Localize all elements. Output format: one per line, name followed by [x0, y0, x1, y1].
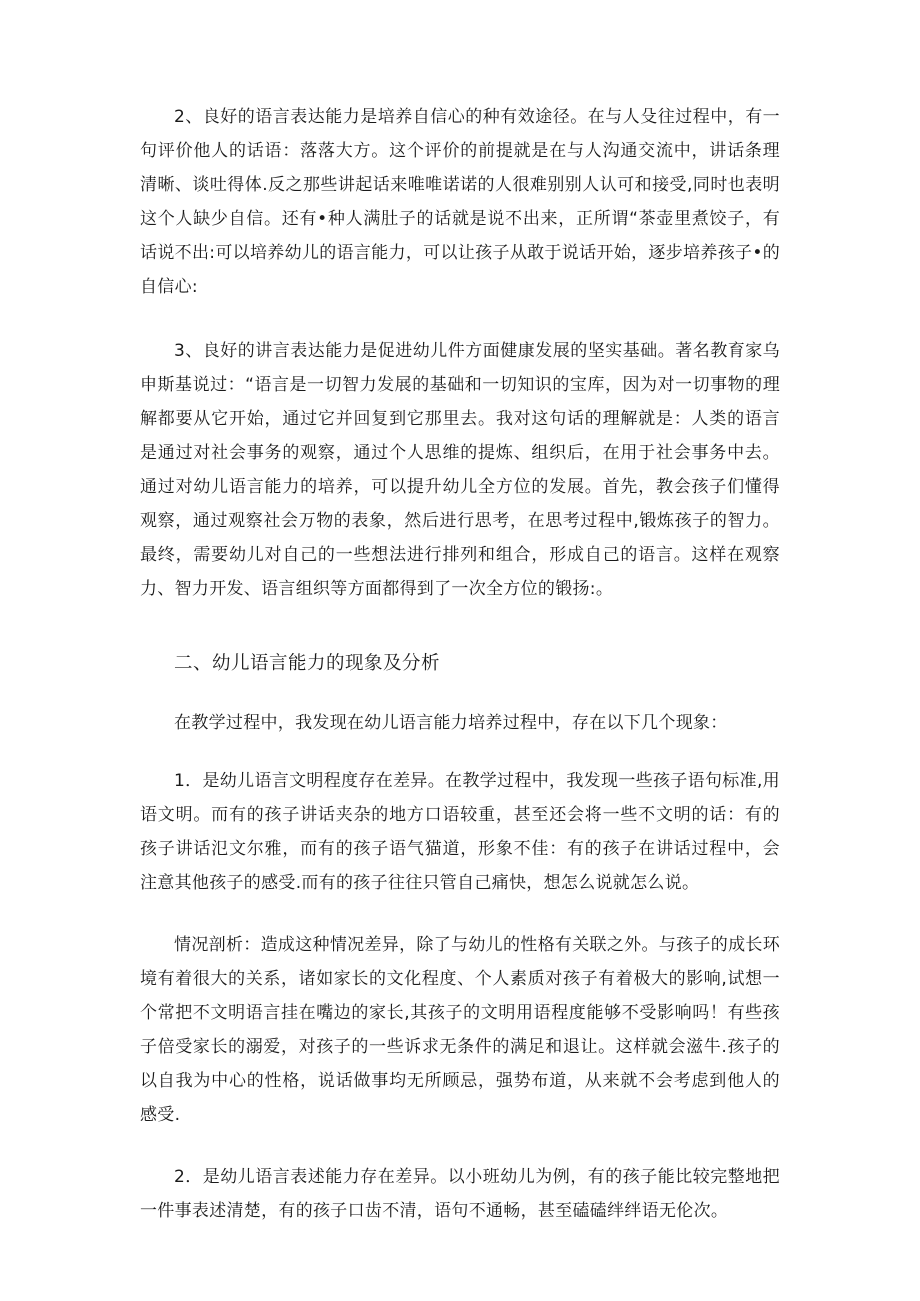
- paragraph-expression-difference: 2．是幼儿语言表述能力存在差异。以小班幼儿为例，有的孩子能比较完整地把一件事表述清楚，有的孩子口齿不清，语句不通畅，甚至磕磕绊绊语无伦次。: [140, 1167, 780, 1221]
- section-heading: 二、幼儿语言能力的现象及分析: [174, 653, 441, 674]
- paragraph-self-confidence: 2、良好的语言表达能力是培养自信心的种有效途径。在与人殳往过程中，有一句评价他人的话语：落落大方。这个评价的前提就是在与人沟通交流中，讲话条理清晰、谈吐得体.反之那些讲起话来唯唯诺诺的人很难别别人认可和接受,同时也表明这个人缺少自信。还有•种人满肚子的话就是说不出来，正所谓“茶壶里煮饺子，有话说不出:可以培养幼儿的语言能力，可以让孩子从敢于说话开始，逐步培养孩子•的自信心:: [140, 107, 780, 297]
- paragraph-intro: 在教学过程中，我发现在幼儿语言能力培养过程中，存在以下几个现象：: [174, 713, 728, 733]
- paragraph-situation-analysis: 情况剖析：造成这种情况差异，除了与幼儿的性格有关联之外。与孩子的成长环境有着很大的关系，诸如家长的文化程度、个人素质对孩子有着极大的影响,试想一个常把不文明语言挂在嘴边的家长,其孩子的文明用语程度能够不受影响吗！有些孩子倍受家长的溺爱，对孩子的一些诉求无条件的满足和退让。这样就会滋牛.孩子的以自我为中心的性格，说话做事均无所顾忌，强势布道，从来就不会考虑到他人的感受.: [140, 935, 780, 1125]
- document-page: [140, 100, 780, 1228]
- paragraph-healthy-development: 3、良好的讲言表达能力是促进幼儿件方面健康发展的坚实基础。著名教育家乌申斯基说过：“语言是一切智力发展的基础和一切知识的宝库，因为对一切事物的理解都要从它开始，通过它并回复到它那里去。我对这句话的理解就是：人类的语言是通过对社会事务的观察，通过个人思维的提炼、组织后，在用于社会事务中去。通过对幼儿语言能力的培养，可以提升幼儿全方位的发展。首先，教会孩子们懂得观察，通过观察社会万物的表象，然后进行思考，在思考过程中,锻炼孩子的智力。最终，需要幼儿对自己的一些想法进行排列和组合，形成自己的语言。这样在观察力、智力开发、语言组织等方面都得到了一次全方位的锻扬:。: [140, 341, 780, 599]
- paragraph-civility-difference: 1．是幼儿语言文明程度存在差异。在教学过程中，我发现一些孩子语句标准,用语文明。而有的孩子讲话夹杂的地方口语较重，甚至还会将一些不文明的话：有的孩子讲话氾文尔雅，而有的孩子语气猫道，形象不佳：有的孩子在讲话过程中，会注意其他孩子的感受.而有的孩子往往只管自己痛快，想怎么说就怎么说。: [140, 771, 780, 893]
